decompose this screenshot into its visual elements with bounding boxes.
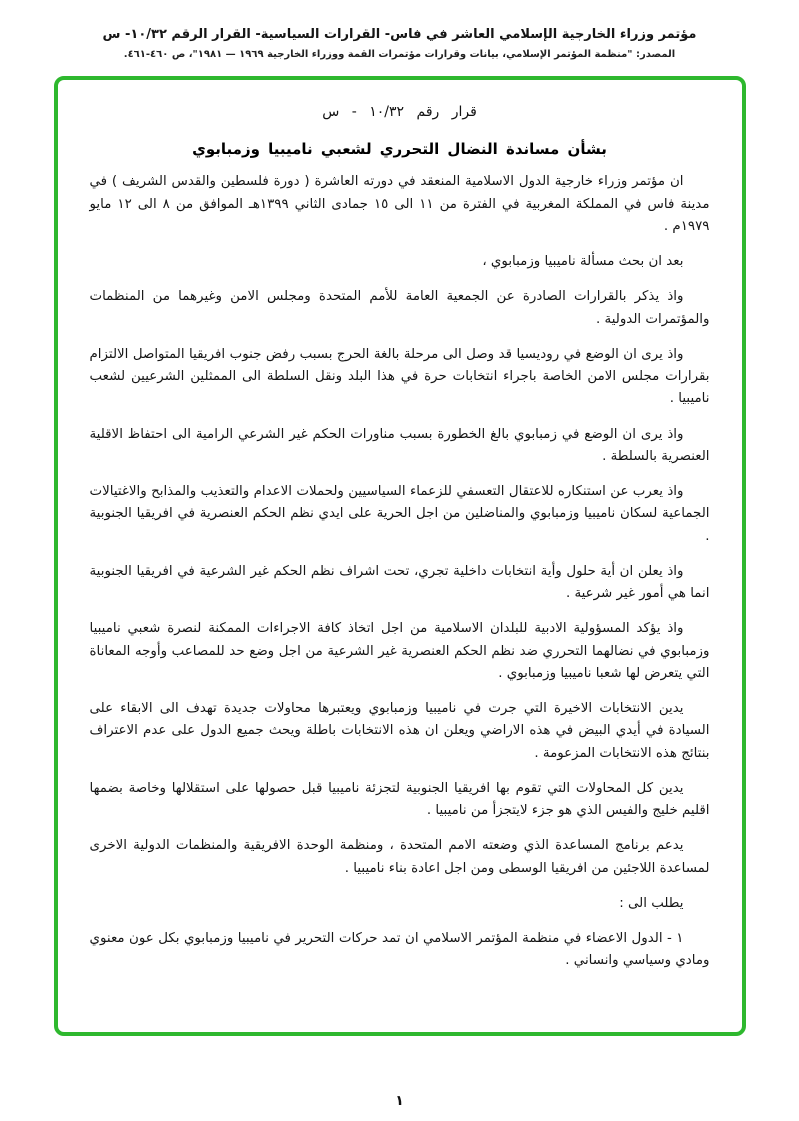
document-header <box>0 26 799 62</box>
decision-body <box>90 171 710 972</box>
page-number: ١ <box>395 1093 404 1109</box>
paragraph: بعد ان بحث مسألة ناميبيا وزمبابوي ، <box>482 254 684 270</box>
paragraph: واذ يذكر بالقرارات الصادرة عن الجمعية العامة للأمم المتحدة ومجلس الامن وغيرهما من المنظمات والمؤتمرات الدولية . <box>89 289 710 327</box>
paragraph: واذ يرى ان الوضع في روديسيا قد وصل الى مرحلة بالغة الحرج بسبب رفض جنوب افريقيا المتواصل الالتزام بقرارات مجلس الامن الخاصة باجراء انتخابات حرة في هذا البلد ونقل السلطة الى الممثلين الشرعيين لشعب ناميبيا . <box>89 346 710 407</box>
decision-title: بشأن مساندة النضال التحرري لشعبي ناميبيا وزمبابوي <box>192 140 607 159</box>
paragraph: يطلب الى : <box>619 895 684 911</box>
paragraph: يدعم برنامج المساعدة الذي وضعته الامم المتحدة ، ومنظمة الوحدة الافريقية والمنظمات الدولية الاخرى لمساعدة اللاجئين من افريقيا الوسطى ومن اجل اعادة بناء ناميبيا . <box>89 838 710 876</box>
decision-frame <box>54 76 746 1036</box>
header-source-citation: المصدر: "منظمة المؤتمر الإسلامي، بيانات وقرارات مؤتمرات القمة ووزراء الخارجية ١٩٦٩ — ١٩٨١"، ص ٤٦٠-٤٦١. <box>123 48 676 60</box>
paragraph: يدين الانتخابات الاخيرة التي جرت في ناميبيا وزمبابوي ويعتبرها محاولات جديدة تهدف الى الابقاء على السيادة في أيدي البيض في هذه الاراضي ويعلن ان هذه الانتخابات باطلة ويحث جميع الدول على عدم الاعتراف بنتائج هذه الانتخابات المزعومة . <box>89 701 710 761</box>
paragraph: ١ - الدول الاعضاء في منظمة المؤتمر الاسلامي ان تمد حركات التحرير في ناميبيا وزمبابوي بكل عون معنوي ومادي وسياسي وانساني . <box>89 931 710 969</box>
header-conference-title: مؤتمر وزراء الخارجية الإسلامي العاشر في فاس- القرارات السياسية- القرار الرقم ١٠/٣٢- س <box>102 27 697 42</box>
paragraph: واذ يعلن ان أية حلول وأية انتخابات داخلية تجري، تحت اشراف نظم الحكم غير الشرعية في افريقيا الجنوبية انما هي أمور غير شرعية . <box>89 563 710 602</box>
paragraph: يدين كل المحاولات التي تقوم بها افريقيا الجنوبية لتجزئة ناميبيا قبل حصولها على استقلالها وخاصة بضمها اقليم خليج والفيس الذي هو جزء لايتجزأ من ناميبيا . <box>89 780 710 819</box>
paragraph: واذ يعرب عن استنكاره للاعتقال التعسفي للزعماء السياسيين ولحملات الاعدام والتعذيب والمذابح والاغتيالات الجماعية لسكان ناميبيا وزمبابوي والمناضلين من اجل الحرية على ايدي نظم الحكم العنصرية في افريقيا الجنوبية . <box>89 484 710 544</box>
paragraph: ان مؤتمر وزراء خارجية الدول الاسلامية المنعقد في دورته العاشرة ( دورة فلسطين والقدس الشريف ) في مدينة فاس في المملكة المغربية في الفترة من ١١ الى ١٥ جمادى الثاني ١٣٩٩هـ الموافق من ٨ الى ١٢ مايو ١٩٧٩م . <box>89 174 710 234</box>
paragraph: واذ يرى ان الوضع في زمبابوي بالغ الخطورة بسبب مناورات الحكم غير الشرعي الرامية الى احتفاظ الاقلية العنصرية بالسلطة . <box>89 426 710 464</box>
decision-number: قرار رقم ١٠/٣٢ - س <box>322 104 477 121</box>
paragraph: واذ يؤكد المسؤولية الادبية للبلدان الاسلامية من اجل اتخاذ كافة الاجراءات الممكنة لنصرة شعبي ناميبيا وزمبابوي في نضالهما التحرري ضد نظم الحكم العنصرية غير الشرعية من اجل وضع حد للمصاعب وأوجه المعاناة التي يتعرض لها شعبا ناميبيا وزمبابوي . <box>89 621 710 681</box>
